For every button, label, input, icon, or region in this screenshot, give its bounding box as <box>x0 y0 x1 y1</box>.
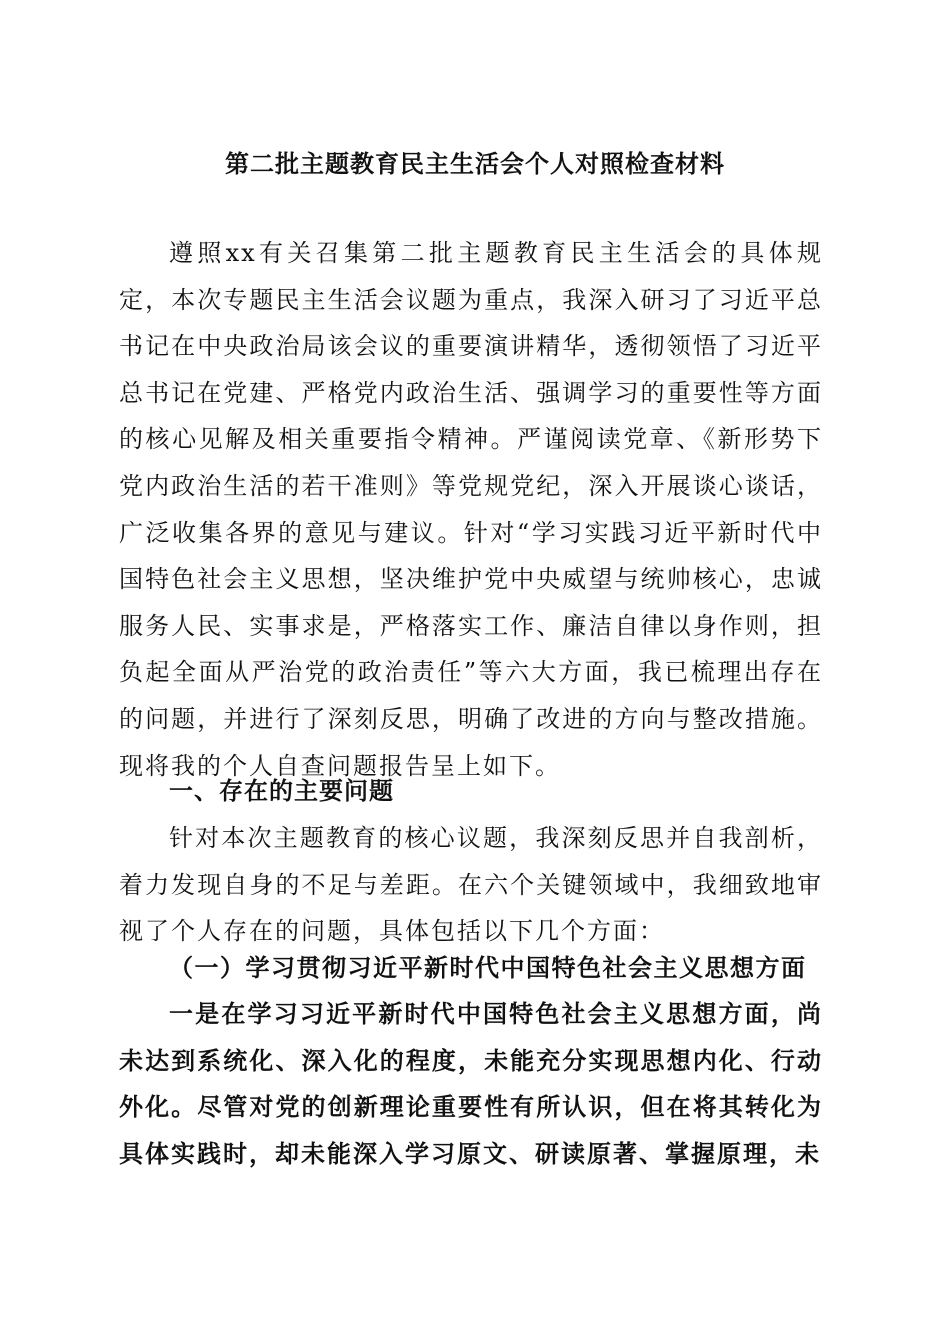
subsection-paragraph-study-thought: 一是在学习习近平新时代中国特色社会主义思想方面，尚未达到系统化、深入化的程度，未能充分实现思想内化、行动外化。尽管对党的创新理论重要性有所认识，但在将其转化为具体实践时，却未能深入学习原文、研读原著、掌握原理，未 <box>119 999 823 1168</box>
subsection-heading-study-thought: （一）学习贯彻习近平新时代中国特色社会主义思想方面 <box>169 953 807 982</box>
section-heading-main-problems: 一、存在的主要问题 <box>169 777 394 805</box>
intro-paragraph: 遵照xx有关召集第二批主题教育民主生活会的具体规定，本次专题民主生活会议题为重点，我深入研习了习近平总书记在中央政治局该会议的重要演讲精华，透彻领悟了习近平总书记在党建、严格党内政治生活、强调学习的重要性等方面的核心见解及相关重要指令精神。严谨阅读党章、《新形势下党内政治生活的若干准则》等党规党纪，深入开展谈心谈话，广泛收集各界的意见与建议。针对“学习实践习近平新时代中国特色社会主义思想，坚决维护党中央威望与统帅核心，忠诚服务人民、实事求是，严格落实工作、廉洁自律以身作则，担负起全面从严治党的政治责任”等六大方面，我已梳理出存在的问题，并进行了深刻反思，明确了改进的方向与整改措施。现将我的个人自查问题报告呈上如下。 <box>119 239 823 780</box>
section-paragraph-main-problems: 针对本次主题教育的核心议题，我深刻反思并自我剖析，着力发现自身的不足与差距。在六个关键领域中，我细致地审视了个人存在的问题，具体包括以下几个方面： <box>119 824 823 946</box>
document-title: 第二批主题教育民主生活会个人对照检查材料 <box>225 149 725 178</box>
